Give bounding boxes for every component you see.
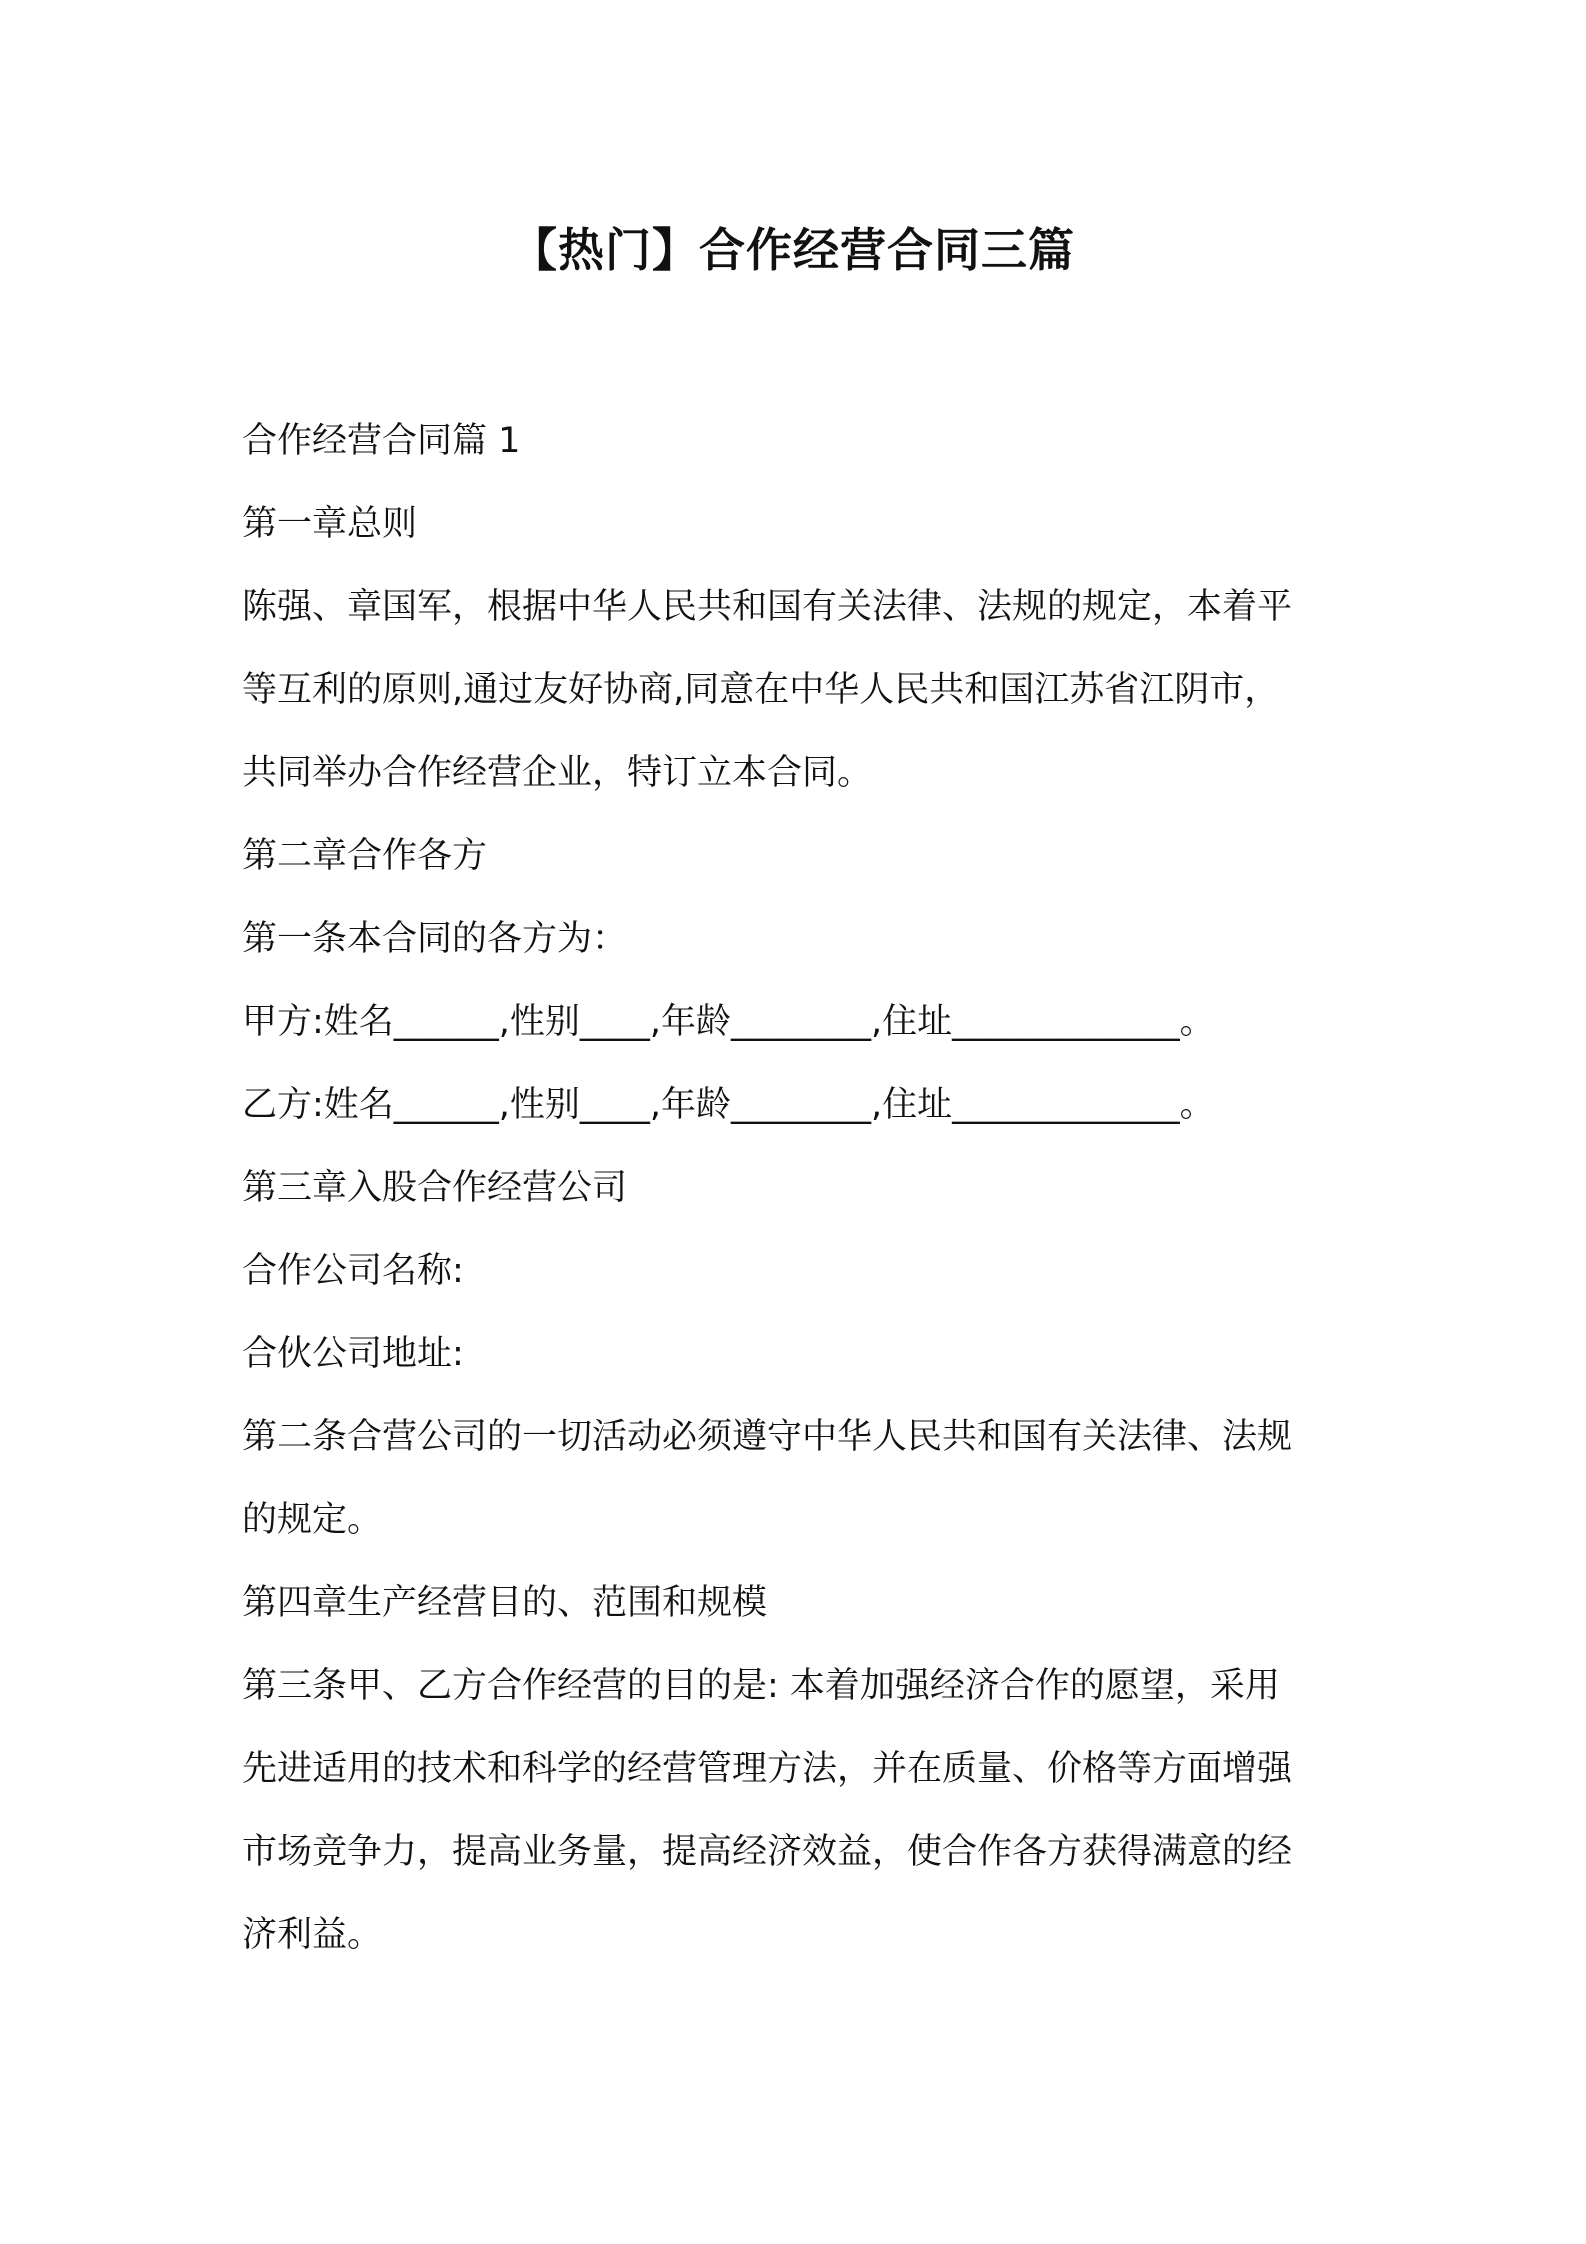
section-heading: 合作经营合同篇 1 — [242, 421, 521, 461]
paragraph-line: 陈强、章国军，根据中华人民共和国有关法律、法规的规定，本着平 — [242, 587, 1293, 627]
party-a-line: 甲方:姓名______,性别____,年龄________,住址_____________。 — [242, 1002, 1215, 1042]
document-title: 【热门】合作经营合同三篇 — [511, 223, 1075, 277]
article-line: 市场竞争力，提高业务量，提高经济效益，使合作各方获得满意的经 — [242, 1832, 1293, 1872]
article-line: 先进适用的技术和科学的经营管理方法，并在质量、价格等方面增强 — [242, 1749, 1293, 1789]
chapter-heading: 第一章总则 — [242, 504, 418, 544]
company-name-line: 合作公司名称: — [242, 1251, 464, 1291]
document-body — [242, 400, 1372, 1977]
article-line: 第二条合营公司的一切活动必须遵守中华人民共和国有关法律、法规 — [242, 1417, 1293, 1457]
article-line: 的规定。 — [242, 1500, 383, 1540]
chapter-heading: 第二章合作各方 — [242, 836, 488, 876]
article-line: 第一条本合同的各方为： — [242, 919, 628, 959]
paragraph-line: 等互利的原则,通过友好协商,同意在中华人民共和国江苏省江阴市， — [242, 670, 1280, 710]
article-line: 济利益。 — [242, 1915, 383, 1955]
company-address-line: 合伙公司地址: — [242, 1334, 464, 1374]
party-b-line: 乙方:姓名______,性别____,年龄________,住址_____________。 — [242, 1085, 1215, 1125]
article-line: 第三条甲、乙方合作经营的目的是: 本着加强经济合作的愿望，采用 — [242, 1666, 1280, 1706]
chapter-heading: 第四章生产经营目的、范围和规模 — [242, 1583, 768, 1623]
chapter-heading: 第三章入股合作经营公司 — [242, 1168, 628, 1208]
paragraph-line: 共同举办合作经营企业，特订立本合同。 — [242, 753, 873, 793]
